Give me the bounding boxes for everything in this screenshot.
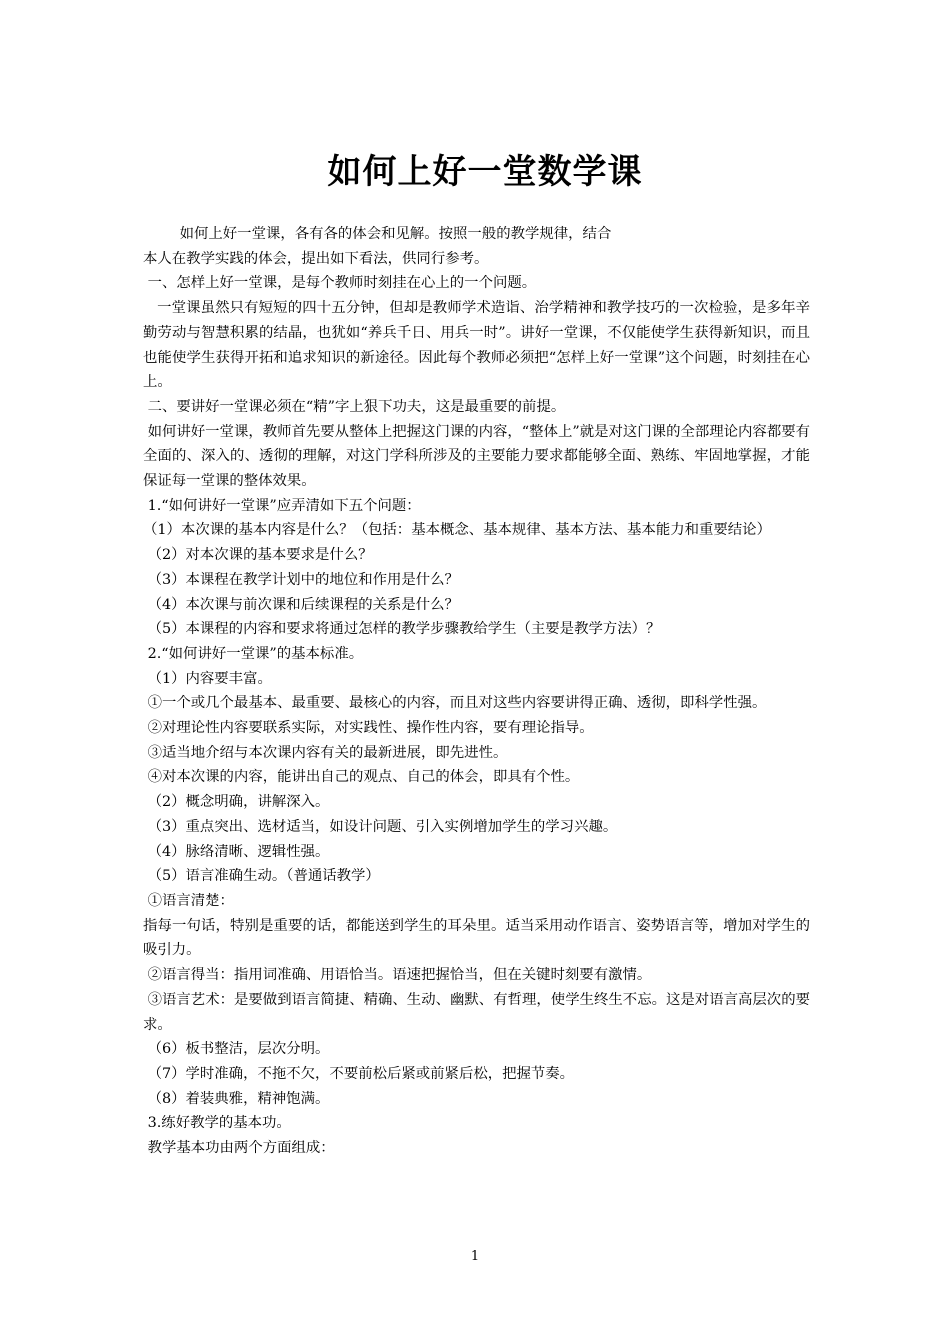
paragraph: 如何上好一堂课，各有各的体会和见解。按照一般的教学规律，结合 [143,226,612,242]
subsection-heading: 2.“如何讲好一堂课”的基本标准。 [143,645,364,662]
list-item: ③适当地介绍与本次课内容有关的最新进展，即先进性。 [143,744,508,761]
list-item: （1）本次课的基本内容是什么？（包括：基本概念、基本规律、基本方法、基本能力和重要结论） [143,522,771,539]
page-title: 如何上好一堂数学课 [327,151,643,192]
paragraph: 指每一句话，特别是重要的话，都能送到学生的耳朵里。适当采用动作语言、姿势语言等，增加对学生的吸引力。 [143,917,810,959]
list-item: ①语言清楚： [143,892,234,909]
list-item: （4）脉络清晰、逻辑性强。 [143,843,330,860]
list-item: ③语言艺术：是要做到语言简捷、精确、生动、幽默、有哲理，使学生终生不忘。这是对语言高层次的要求。 [143,991,810,1033]
list-item: （8）着装典雅，精神饱满。 [143,1090,330,1107]
list-item: （5）语言准确生动。（普通话教学） [143,868,380,885]
paragraph: 如何讲好一堂课，教师首先要从整体上把握这门课的内容，“整体上”就是对这门课的全部理论内容都要有全面的、深入的、透彻的理解，对这门学科所涉及的主要能力要求都能够全面、熟练、牢固地掌握，才能保证每一堂课的整体效果。 [143,423,810,490]
list-item: （3）重点突出、选材适当，如设计问题、引入实例增加学生的学习兴趣。 [143,818,618,835]
list-item: ④对本次课的内容，能讲出自己的观点、自己的体会，即具有个性。 [143,769,580,786]
list-item: （2）对本次课的基本要求是什么？ [143,547,373,564]
list-item: （2）概念明确，讲解深入。 [143,794,330,811]
subsection-heading: 1.“如何讲好一堂课”应弄清如下五个问题： [143,497,421,514]
paragraph: 一堂课虽然只有短短的四十五分钟，但却是教师学术造诣、治学精神和教学技巧的一次检验，是多年辛勤劳动与智慧积累的结晶，也犹如“养兵千日、用兵一时”。讲好一堂课，不仅能使学生获得新知识，而且也能使学生获得开拓和追求知识的新途径。因此每个教师必须把“怎样上好一堂课”这个问题，时刻挂在心上。 [143,300,810,391]
section-heading: 一、怎样上好一堂课，是每个教师时刻挂在心上的一个问题。 [143,275,537,292]
list-item: ①一个或几个最基本、最重要、最核心的内容，而且对这些内容要讲得正确、透彻，即科学性强。 [143,695,767,712]
list-item: （1）内容要丰富。 [143,670,272,687]
list-item: （4）本次课与前次课和后续课程的关系是什么？ [143,596,459,613]
list-item: （3）本课程在教学计划中的地位和作用是什么？ [143,571,459,588]
list-item: ②对理论性内容要联系实际，对实践性、操作性内容，要有理论指导。 [143,720,594,737]
list-item: （7）学时准确，不拖不欠，不要前松后紧或前紧后松，把握节奏。 [143,1065,575,1082]
list-item: （5）本课程的内容和要求将通过怎样的教学步骤教给学生（主要是教学方法）？ [143,621,661,638]
page-number: 1 [470,1249,480,1264]
paragraph: 本人在教学实践的体会，提出如下看法，供同行参考。 [143,250,489,267]
section-heading: 二、要讲好一堂课必须在“精”字上狠下功夫，这是最重要的前提。 [143,398,566,415]
list-item: ②语言得当：指用词准确、用语恰当。语速把握恰当，但在关键时刻要有激情。 [143,967,652,984]
document-body [143,222,810,1161]
paragraph: 教学基本功由两个方面组成： [143,1140,335,1157]
list-item: （6）板书整洁，层次分明。 [143,1041,330,1058]
subsection-heading: 3.练好教学的基本功。 [143,1115,291,1132]
